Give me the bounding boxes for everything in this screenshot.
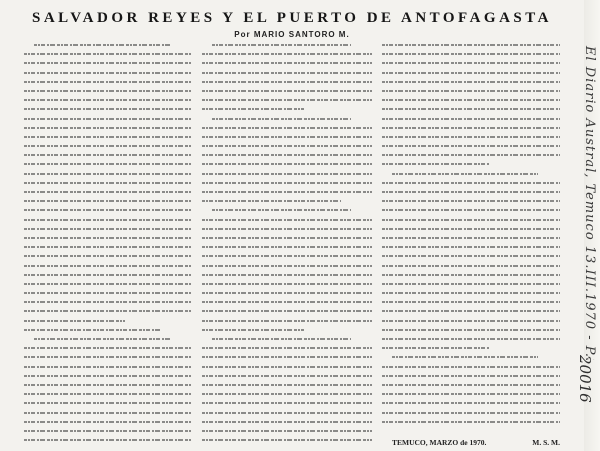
- text-line: [382, 99, 560, 101]
- text-line: [202, 274, 372, 276]
- text-line: [24, 209, 192, 211]
- text-line: [202, 53, 372, 55]
- text-line: [202, 255, 372, 257]
- text-line: [202, 108, 304, 110]
- text-line: [382, 255, 560, 257]
- text-line: [24, 81, 192, 83]
- text-line: [24, 228, 192, 230]
- text-line: [24, 108, 192, 110]
- text-line: [202, 99, 372, 101]
- text-line: [24, 384, 192, 386]
- page-number-svg: [574, 353, 596, 413]
- text-line: [202, 127, 372, 129]
- text-line: [24, 320, 125, 322]
- handwritten-note-svg: [564, 40, 598, 360]
- text-line: [202, 430, 372, 432]
- article-dateline: TEMUCO, MARZO de 1970.: [392, 438, 487, 447]
- text-line: [202, 182, 372, 184]
- text-line: [202, 191, 372, 193]
- text-line: [202, 375, 372, 377]
- text-line: [24, 375, 192, 377]
- text-line: [382, 81, 560, 83]
- text-line: [382, 90, 560, 92]
- text-line: [202, 301, 372, 303]
- text-line: [382, 347, 489, 349]
- text-line: [202, 320, 372, 322]
- text-line: [24, 200, 192, 202]
- text-line: [382, 163, 489, 165]
- text-line: [202, 310, 372, 312]
- text-line: [382, 237, 560, 239]
- text-line: [212, 338, 351, 340]
- text-line: [382, 145, 560, 147]
- text-line: [382, 246, 560, 248]
- text-line: [202, 356, 372, 358]
- text-line: [392, 173, 538, 175]
- page-number-text: 20016: [576, 355, 594, 403]
- text-line: [382, 421, 560, 423]
- text-line: [202, 366, 372, 368]
- text-line: [202, 421, 372, 423]
- text-line: [24, 356, 192, 358]
- text-line: [202, 384, 372, 386]
- text-line: [212, 209, 351, 211]
- text-line: [202, 62, 372, 64]
- text-line: [382, 154, 560, 156]
- text-line: [202, 145, 372, 147]
- text-line: [24, 255, 192, 257]
- text-line: [24, 430, 192, 432]
- text-line: [202, 136, 372, 138]
- text-line: [202, 163, 372, 165]
- text-line: [24, 439, 192, 441]
- text-column-1: [24, 44, 192, 437]
- text-line: [202, 154, 372, 156]
- text-line: [24, 154, 192, 156]
- text-line: [202, 200, 341, 202]
- text-column-2: [202, 44, 372, 437]
- text-line: [382, 375, 560, 377]
- text-line: [382, 191, 560, 193]
- text-line: [24, 219, 192, 221]
- text-line: [202, 246, 372, 248]
- text-line: [202, 329, 304, 331]
- text-line: [382, 338, 560, 340]
- text-line: [382, 200, 560, 202]
- text-line: [24, 127, 192, 129]
- author-initials: M. S. M.: [532, 438, 560, 447]
- text-line: [382, 44, 560, 46]
- text-line: [202, 393, 372, 395]
- text-line: [382, 393, 560, 395]
- text-line: [24, 402, 192, 404]
- text-line: [212, 44, 351, 46]
- text-line: [24, 118, 192, 120]
- text-line: [24, 412, 192, 414]
- text-line: [34, 44, 172, 46]
- text-line: [382, 62, 560, 64]
- text-line: [24, 145, 192, 147]
- text-line: [24, 347, 192, 349]
- text-line: [202, 219, 372, 221]
- text-line: [24, 246, 192, 248]
- text-line: [202, 412, 372, 414]
- text-line: [382, 219, 560, 221]
- text-line: [382, 320, 560, 322]
- text-line: [24, 136, 192, 138]
- text-line: [202, 347, 372, 349]
- text-line: [382, 283, 560, 285]
- text-line: [24, 62, 192, 64]
- article-signature: [392, 438, 560, 447]
- handwritten-margin-note: [564, 40, 598, 360]
- text-line: [382, 310, 560, 312]
- text-line: [382, 53, 560, 55]
- text-line: [202, 173, 372, 175]
- text-line: [202, 439, 372, 441]
- text-line: [202, 81, 372, 83]
- text-line: [24, 72, 192, 74]
- text-line: [24, 191, 192, 193]
- article-headline: SALVADOR REYES Y EL PUERTO DE ANTOFAGASTA: [31, 10, 553, 26]
- text-line: [382, 118, 560, 120]
- text-line: [392, 356, 538, 358]
- text-line: [382, 108, 560, 110]
- text-line: [202, 237, 372, 239]
- text-line: [202, 228, 372, 230]
- text-line: [202, 265, 372, 267]
- text-line: [382, 329, 560, 331]
- handwritten-note-text: El Diario Austral, Temuco 13.III.1970 - P.3: [582, 46, 597, 360]
- text-line: [24, 421, 192, 423]
- text-line: [382, 292, 560, 294]
- text-line: [24, 366, 192, 368]
- text-line: [202, 72, 372, 74]
- article-byline: Por MARIO SANTORO M.: [234, 30, 350, 39]
- text-line: [382, 209, 560, 211]
- text-line: [24, 310, 192, 312]
- text-line: [24, 163, 192, 165]
- text-line: [24, 237, 192, 239]
- text-line: [382, 265, 560, 267]
- text-line: [24, 283, 192, 285]
- text-line: [382, 274, 560, 276]
- text-line: [24, 90, 192, 92]
- text-line: [24, 265, 192, 267]
- text-line: [382, 366, 560, 368]
- text-line: [24, 329, 162, 331]
- text-line: [202, 292, 372, 294]
- text-line: [382, 412, 560, 414]
- text-line: [382, 182, 560, 184]
- text-line: [202, 90, 372, 92]
- text-column-3: [382, 44, 560, 437]
- text-line: [382, 72, 560, 74]
- text-line: [24, 393, 192, 395]
- text-line: [382, 127, 560, 129]
- text-line: [202, 402, 372, 404]
- text-line: [382, 384, 560, 386]
- text-line: [24, 99, 192, 101]
- text-line: [382, 402, 560, 404]
- text-line: [24, 292, 192, 294]
- text-line: [202, 283, 372, 285]
- handwritten-page-number: [574, 353, 596, 413]
- text-line: [212, 118, 351, 120]
- text-line: [24, 301, 192, 303]
- text-line: [24, 173, 192, 175]
- text-line: [382, 228, 560, 230]
- text-line: [24, 53, 192, 55]
- text-line: [24, 274, 192, 276]
- text-line: [34, 338, 172, 340]
- text-line: [382, 136, 560, 138]
- text-line: [24, 182, 192, 184]
- text-line: [382, 301, 560, 303]
